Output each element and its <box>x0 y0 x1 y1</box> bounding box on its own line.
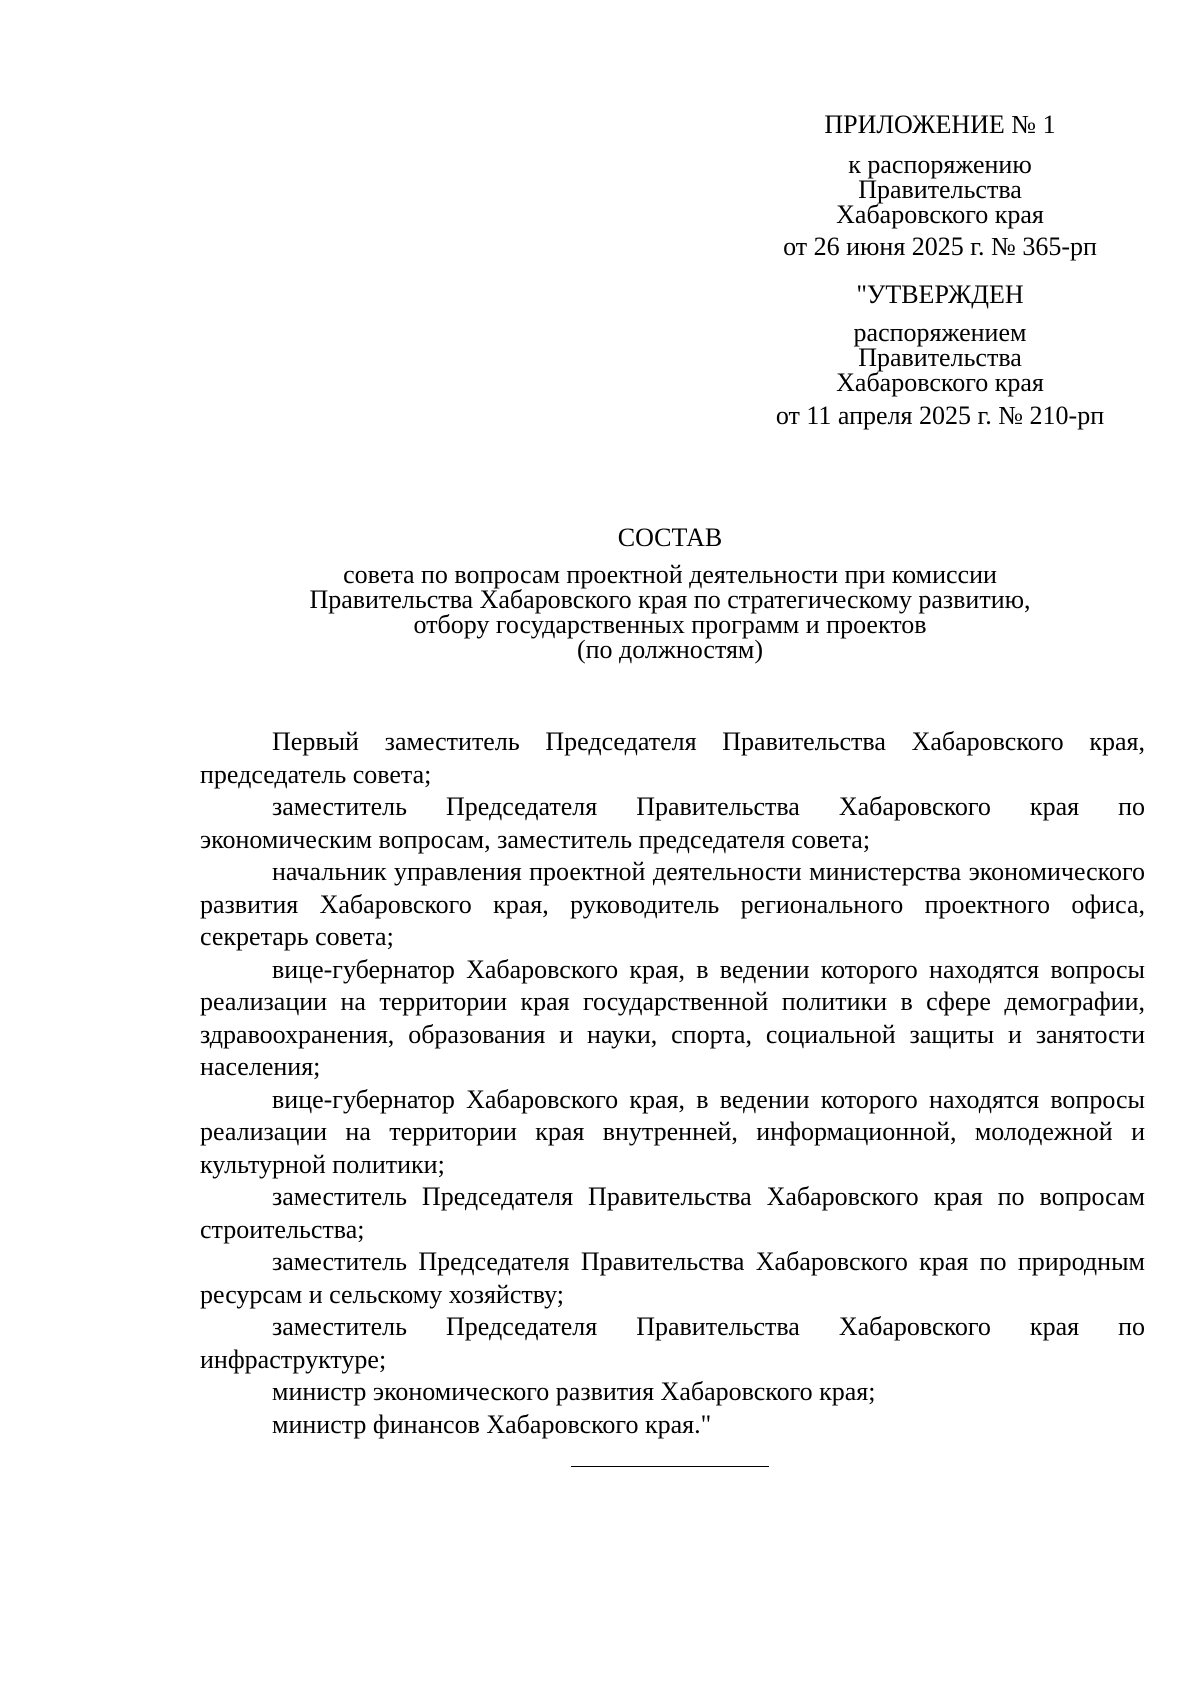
document-title: СОСТАВ <box>617 523 723 552</box>
document-subtitle-block <box>200 562 1140 662</box>
appendix-order-date: от 26 июня 2025 г. № 365-рп <box>783 232 1097 261</box>
approved-date: от 11 апреля 2025 г. № 210-рп <box>775 401 1105 430</box>
approved-stamp-block <box>760 282 1120 307</box>
approved-by-line: Правительства <box>858 343 1022 372</box>
approved-date-block <box>760 403 1120 428</box>
closing-divider <box>571 1466 769 1467</box>
appendix-order-line: к распоряжению <box>848 150 1032 179</box>
appendix-heading: ПРИЛОЖЕНИЕ № 1 <box>824 110 1056 139</box>
council-member-item: министр финансов Хабаровского края." <box>272 1409 712 1439</box>
council-member-item: заместитель Председателя Правительства Хабаровского края по инфраструктуре; <box>200 1312 1145 1374</box>
document-title-block <box>200 525 1140 550</box>
approved-label: "УТВЕРЖДЕН <box>856 280 1024 309</box>
approved-by-line: распоряжением <box>853 318 1027 347</box>
approved-by-block <box>760 320 1120 395</box>
council-member-item: вице-губернатор Хабаровского края, в ведении которого находятся вопросы реализации на территории края внутренней, информационной, молодежной и культурной политики; <box>200 1084 1145 1179</box>
approved-by-line: Хабаровского края <box>836 368 1044 397</box>
appendix-order-reference <box>760 152 1120 227</box>
document-subtitle-line: совета по вопросам проектной деятельности при комиссии <box>343 560 997 589</box>
document-subtitle-line: (по должностям) <box>576 635 764 664</box>
document-subtitle-line: отбору государственных программ и проектов <box>413 610 927 639</box>
council-member-item: вице-губернатор Хабаровского края, в ведении которого находятся вопросы реализации на территории края государственной политики в сфере демографии, здравоохранения, образования и науки, спорта, социальной защиты и занятости населения; <box>200 954 1145 1081</box>
council-member-item: министр экономического развития Хабаровского края; <box>272 1377 876 1406</box>
council-member-item: заместитель Председателя Правительства Хабаровского края по экономическим вопросам, заместитель председателя совета; <box>200 792 1145 854</box>
council-member-item: заместитель Председателя Правительства Хабаровского края по природным ресурсам и сельскому хозяйству; <box>200 1247 1145 1309</box>
appendix-heading-block <box>760 112 1120 137</box>
council-members-list <box>200 726 1145 1441</box>
document-subtitle-line: Правительства Хабаровского края по стратегическому развитию, <box>309 585 1031 614</box>
council-member-item: заместитель Председателя Правительства Хабаровского края по вопросам строительства; <box>200 1182 1145 1244</box>
appendix-order-line: Хабаровского края <box>836 200 1044 229</box>
appendix-order-date-block <box>760 234 1120 259</box>
council-member-item: Первый заместитель Председателя Правительства Хабаровского края, председатель совета; <box>200 727 1145 789</box>
council-member-item: начальник управления проектной деятельности министерства экономического развития Хабаровского края, руководитель регионального проектного офиса, секретарь совета; <box>200 857 1145 951</box>
appendix-order-line: Правительства <box>858 175 1022 204</box>
